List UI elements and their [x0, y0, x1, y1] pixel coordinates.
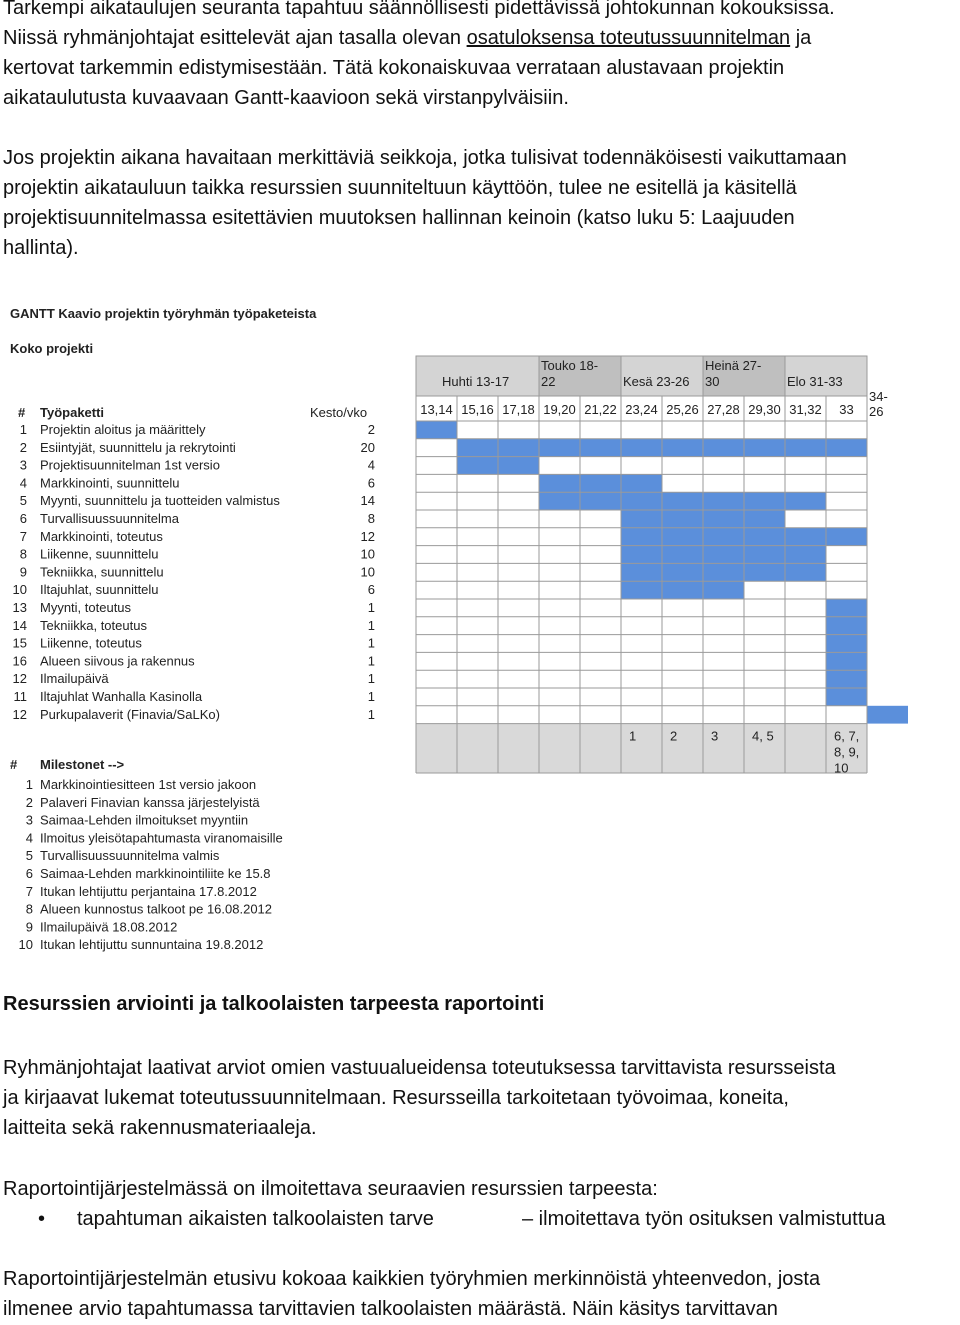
week-label: 27,28 — [707, 402, 740, 417]
week-label: 33 — [839, 402, 854, 417]
gantt-bar — [416, 421, 457, 439]
task-number: 12 — [12, 706, 27, 722]
milestone-number: 6 — [25, 866, 33, 881]
task-number: 3 — [19, 457, 27, 473]
task-number: 16 — [12, 653, 27, 669]
milestone-number: 7 — [25, 883, 33, 899]
task-name: Iltajuhlat Wanhalla Kasinolla — [40, 689, 203, 704]
week-label: 31,32 — [789, 402, 822, 417]
column-header: Kesto/vko — [310, 405, 368, 420]
task-duration: 1 — [367, 671, 375, 687]
text-line: Tarkempi aikataulujen seuranta tapahtuu säännöllisesti pidettävissä johtokunnan kokouksissa. — [3, 0, 835, 19]
milestone-marker: 6, 7, — [834, 728, 860, 744]
task-name: Turvallisuussuunnitelma — [40, 511, 179, 526]
reporting-paragraph — [3, 1174, 658, 1204]
task-name: Projektisuunnitelman 1st versio — [40, 457, 220, 473]
task-number: 15 — [12, 635, 27, 651]
week-label: 19,20 — [543, 402, 576, 417]
milestones-header: # — [10, 757, 18, 772]
gantt-bar — [826, 617, 867, 635]
summary-paragraph — [3, 1264, 820, 1324]
month-label: Heinä 27- — [705, 358, 762, 373]
task-number: 11 — [13, 689, 27, 704]
task-name: Esiintyjät, suunnittelu ja rekrytointi — [40, 439, 236, 455]
text-line: Ryhmänjohtajat laativat arviot omien vastuualueidensa toteutuksessa tarvittavista resursseista — [3, 1057, 836, 1079]
week-label: 25,26 — [666, 402, 699, 417]
milestone-text: Saimaa-Lehden ilmoitukset myyntiin — [40, 812, 249, 828]
task-number: 6 — [19, 511, 27, 526]
task-duration: 1 — [367, 600, 375, 615]
gantt-bar — [621, 581, 744, 599]
milestone-number: 1 — [25, 777, 33, 792]
task-name: Projektin aloitus ja määrittely — [40, 422, 206, 437]
gantt-chart-figure — [0, 295, 960, 965]
text-line: projektisuunnitelmassa esitettävien muutoksen hallinnan keinoin (katso luku 5: Laajuuden — [3, 207, 795, 229]
milestone-text: Alueen kunnostus talkoot pe 16.08.2012 — [40, 901, 273, 917]
section-heading: Resurssien arviointi ja talkoolaisten tarpeesta raportointi — [3, 993, 545, 1015]
month-label: Touko 18- — [541, 358, 599, 373]
text-line: Raportointijärjestelmässä on ilmoitettava seuraavien resurssien tarpeesta: — [3, 1178, 658, 1200]
task-name: Myynti, suunnittelu ja tuotteiden valmistus — [40, 493, 280, 509]
task-duration: 8 — [367, 511, 375, 526]
text-line — [3, 23, 835, 53]
gantt-subtitle: Koko projekti — [10, 341, 94, 356]
task-number: 4 — [19, 475, 27, 491]
week-label: 21,22 — [584, 402, 617, 417]
column-header: # — [18, 405, 26, 420]
gantt-title: GANTT Kaavio projektin työryhmän työpaketeista — [10, 306, 317, 321]
task-duration: 6 — [367, 582, 375, 598]
milestone-text: Ilmailupäivä 18.08.2012 — [40, 919, 178, 935]
gantt-bar — [621, 563, 826, 581]
task-duration: 10 — [360, 564, 375, 580]
text-line: ilmenee arvio tapahtumassa tarvittavien talkoolaisten määrästä. Näin käsitys tarvittavan — [3, 1298, 778, 1320]
week-label: 26 — [869, 404, 884, 419]
task-duration: 6 — [367, 475, 375, 491]
task-duration: 2 — [367, 422, 375, 437]
underlined-phrase: osatuloksensa toteutussuunnitelman — [466, 27, 791, 49]
week-label: 13,14 — [420, 402, 453, 417]
task-number: 13 — [12, 600, 27, 615]
task-duration: 14 — [360, 493, 375, 509]
milestone-number: 5 — [25, 848, 33, 864]
text-line: kertovat tarkemmin edistymisestään. Tätä kokonaiskuvaa verrataan alustavaan projektin — [3, 57, 785, 79]
week-label: 17,18 — [502, 402, 535, 417]
task-name: Tekniikka, suunnittelu — [40, 564, 164, 580]
task-name: Tekniikka, toteutus — [40, 617, 147, 633]
milestone-text: Turvallisuussuunnitelma valmis — [40, 848, 220, 864]
gantt-bar — [826, 688, 867, 706]
task-number: 5 — [19, 493, 27, 509]
task-number: 7 — [19, 528, 27, 544]
task-name: Iltajuhlat, suunnittelu — [40, 582, 159, 598]
month-label: Elo 31-33 — [787, 374, 843, 389]
milestone-marker: 1 — [629, 728, 637, 744]
milestone-number: 8 — [25, 901, 33, 917]
milestone-marker: 8, 9, — [834, 744, 860, 760]
month-label: 22 — [541, 374, 556, 389]
week-label: 29,30 — [748, 402, 781, 417]
gantt-bar — [826, 635, 867, 653]
task-name: Liikenne, toteutus — [40, 635, 142, 651]
milestone-number: 2 — [25, 794, 33, 810]
column-header: Työpaketti — [40, 405, 105, 420]
task-duration: 10 — [360, 546, 375, 562]
month-label: 30 — [705, 374, 720, 389]
gantt-bar — [826, 599, 867, 617]
gantt-bar — [539, 474, 662, 492]
gantt-bar — [826, 670, 867, 688]
task-number: 8 — [19, 546, 27, 562]
milestone-number: 10 — [18, 937, 33, 953]
task-name: Myynti, toteutus — [40, 600, 132, 615]
task-number: 9 — [19, 564, 27, 580]
task-name: Markkinointi, suunnittelu — [40, 475, 180, 491]
milestone-band — [416, 724, 867, 773]
text-line: laitteita sekä rakennusmateriaaleja. — [3, 1117, 317, 1139]
week-label: 34- — [869, 389, 888, 404]
text-line: Raportointijärjestelmän etusivu kokoaa kaikkien työryhmien merkinnöistä yhteenvedon, josta — [3, 1268, 821, 1290]
week-label: 23,24 — [625, 402, 658, 417]
gantt-bar — [826, 652, 867, 670]
text-fragment: ja — [790, 27, 812, 49]
text-line: ja kirjaavat lukemat toteutussuunnitelmaan. Resursseilla tarkoitetaan työvoimaa, koneita, — [3, 1087, 789, 1109]
milestones-header: Milestonet --> — [40, 757, 125, 772]
milestone-text: Itukan lehtijuttu sunnuntaina 19.8.2012 — [40, 937, 264, 953]
milestone-text: Palaveri Finavian kanssa järjestelyistä — [40, 794, 260, 810]
bullet-item — [0, 1204, 960, 1234]
text-line: hallinta). — [3, 237, 79, 259]
milestone-text: Itukan lehtijuttu perjantaina 17.8.2012 — [40, 883, 257, 899]
task-name: Purkupalaverit (Finavia/SaLKo) — [40, 706, 220, 722]
gantt-bar — [867, 706, 908, 724]
task-name: Liikenne, suunnittelu — [40, 546, 159, 562]
milestone-text: Ilmoitus yleisötapahtumasta viranomaisille — [40, 830, 283, 846]
milestone-text: Saimaa-Lehden markkinointiliite ke 15.8 — [40, 866, 271, 881]
milestone-number: 3 — [25, 812, 33, 828]
text-line: aikataulutusta kuvaavaan Gantt-kaavioon sekä virstanpylväisiin. — [3, 87, 569, 109]
task-duration: 1 — [367, 706, 375, 722]
task-number: 2 — [19, 439, 27, 455]
month-label: Huhti 13-17 — [442, 374, 510, 389]
task-name: Alueen siivous ja rakennus — [40, 653, 195, 669]
month-label: Kesä 23-26 — [623, 374, 690, 389]
bullet-text: tapahtuman aikaisten talkoolaisten tarve — [77, 1208, 434, 1230]
bullet-symbol: • — [38, 1208, 46, 1230]
milestone-marker: 2 — [670, 728, 678, 744]
task-number: 12 — [12, 671, 27, 687]
task-duration: 1 — [367, 653, 375, 669]
milestone-number: 9 — [25, 919, 33, 935]
task-duration: 1 — [367, 635, 375, 651]
task-number: 14 — [12, 617, 27, 633]
milestone-marker: 3 — [711, 728, 719, 744]
gantt-bar — [621, 546, 826, 564]
task-number: 10 — [12, 582, 27, 598]
milestone-text: Markkinointiesitteen 1st versio jakoon — [40, 777, 257, 792]
text-fragment: Niissä ryhmänjohtajat esittelevät ajan tasalla olevan — [3, 27, 467, 49]
task-name: Ilmailupäivä — [40, 671, 109, 687]
task-number: 1 — [19, 422, 27, 437]
task-duration: 4 — [367, 457, 375, 473]
week-label: 15,16 — [461, 402, 494, 417]
task-duration: 20 — [360, 439, 375, 455]
resources-paragraph — [3, 1053, 836, 1143]
changes-paragraph — [3, 143, 847, 263]
milestone-marker: 4, 5 — [752, 728, 774, 744]
bullet-note: – ilmoitettava työn osituksen valmistuttua — [522, 1208, 886, 1230]
milestone-marker: 10 — [834, 760, 849, 776]
text-line: projektin aikatauluun taikka resurssien suunniteltuun käyttöön, tulee ne esitellä ja käsitellä — [3, 177, 797, 199]
task-name: Markkinointi, toteutus — [40, 528, 163, 544]
task-duration: 1 — [367, 689, 375, 704]
milestone-number: 4 — [25, 830, 33, 846]
task-duration: 1 — [367, 617, 375, 633]
intro-paragraph — [3, 0, 835, 113]
task-duration: 12 — [360, 528, 375, 544]
gantt-bar — [539, 492, 826, 510]
text-line: Jos projektin aikana havaitaan merkittäviä seikkoja, jotka tulisivat todennäköisesti vaikuttamaan — [3, 147, 847, 169]
